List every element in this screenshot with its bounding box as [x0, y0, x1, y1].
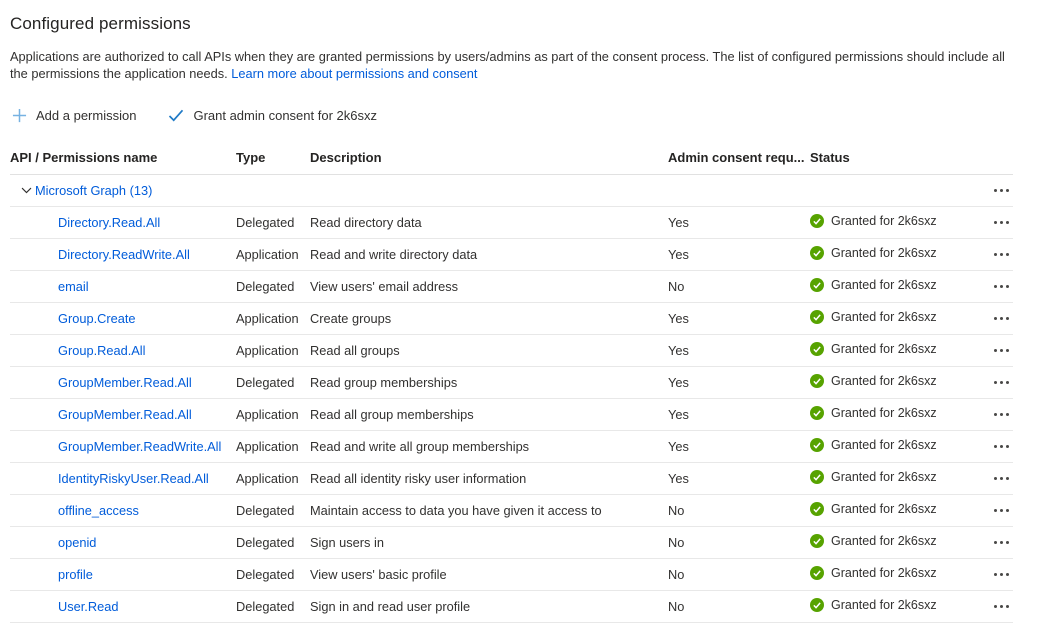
permission-description: Read directory data: [310, 215, 422, 230]
permission-name-link[interactable]: GroupMember.Read.All: [58, 375, 192, 390]
permission-type: Delegated: [236, 535, 295, 550]
row-menu-button[interactable]: [992, 247, 1011, 262]
status-label: Granted for 2k6sxz: [831, 502, 937, 516]
grant-admin-consent-label: Grant admin consent for 2k6sxz: [193, 108, 377, 123]
row-menu-button[interactable]: [992, 343, 1011, 358]
permissions-description: [10, 48, 1010, 82]
permission-type: Application: [236, 247, 299, 262]
granted-check-icon: [810, 534, 824, 548]
row-menu-button[interactable]: [992, 535, 1011, 550]
menu-cell: [985, 279, 1013, 294]
admin-consent-required: No: [668, 535, 685, 550]
add-permission-label: Add a permission: [36, 108, 137, 123]
permission-name-link[interactable]: profile: [58, 567, 93, 582]
status-cell: [810, 502, 985, 519]
permission-row: [10, 463, 1013, 495]
permission-type: Delegated: [236, 375, 295, 390]
microsoft-graph-link[interactable]: Microsoft Graph (13): [35, 183, 153, 198]
granted-check-icon: [810, 278, 824, 292]
permissions-table: [10, 141, 1013, 623]
menu-cell: [985, 215, 1013, 230]
granted-check-icon: [810, 438, 824, 452]
status-badge: [810, 406, 937, 420]
menu-cell: [985, 311, 1013, 326]
page-title: Configured permissions: [10, 14, 191, 33]
status-cell: [810, 278, 985, 295]
chevron-down-icon[interactable]: [20, 184, 33, 197]
permission-row: [10, 207, 1013, 239]
granted-check-icon: [810, 598, 824, 612]
permission-row: [10, 303, 1013, 335]
description-text: Applications are authorized to call APIs when they are granted permissions by users/admins as part of the consent process. The list of configured permissions should include all the permissions the application needs.: [10, 49, 1005, 81]
status-cell: [810, 566, 985, 583]
plus-icon: [12, 108, 27, 123]
status-badge: [810, 534, 937, 548]
permission-type: Application: [236, 343, 299, 358]
menu-cell: [985, 503, 1013, 518]
granted-check-icon: [810, 246, 824, 260]
status-badge: [810, 566, 937, 580]
row-menu-button[interactable]: [992, 311, 1011, 326]
admin-consent-required: No: [668, 599, 685, 614]
status-badge: [810, 374, 937, 388]
status-label: Granted for 2k6sxz: [831, 278, 937, 292]
status-cell: [810, 310, 985, 327]
row-menu-button[interactable]: [992, 279, 1011, 294]
permission-name-cell: [10, 311, 236, 326]
admin-consent-required: No: [668, 567, 685, 582]
permission-type: Application: [236, 311, 299, 326]
permission-name-cell: [10, 599, 236, 614]
permission-name-link[interactable]: GroupMember.Read.All: [58, 407, 192, 422]
granted-check-icon: [810, 374, 824, 388]
permission-type: Application: [236, 407, 299, 422]
permission-row: [10, 239, 1013, 271]
admin-consent-required: Yes: [668, 247, 689, 262]
status-label: Granted for 2k6sxz: [831, 342, 937, 356]
header-admin-consent-required: Admin consent requ...: [668, 150, 805, 165]
status-label: Granted for 2k6sxz: [831, 566, 937, 580]
permission-rows: [10, 207, 1013, 623]
permission-name-link[interactable]: email: [58, 279, 89, 294]
row-menu-button[interactable]: [992, 471, 1011, 486]
status-label: Granted for 2k6sxz: [831, 438, 937, 452]
permission-description: View users' email address: [310, 279, 459, 294]
admin-consent-required: No: [668, 279, 685, 294]
permission-name-link[interactable]: GroupMember.ReadWrite.All: [58, 439, 222, 454]
status-badge: [810, 342, 937, 356]
header-type: Type: [236, 150, 266, 165]
status-label: Granted for 2k6sxz: [831, 246, 937, 260]
permission-type: Delegated: [236, 503, 295, 518]
permission-description: Read all identity risky user information: [310, 471, 527, 486]
permission-name-link[interactable]: User.Read: [58, 599, 119, 614]
header-description: Description: [310, 150, 382, 165]
permission-description: Read and write directory data: [310, 247, 478, 262]
menu-cell: [985, 439, 1013, 454]
permission-type: Delegated: [236, 567, 295, 582]
permission-name-cell: [10, 471, 236, 486]
permission-row: [10, 367, 1013, 399]
permission-row: [10, 527, 1013, 559]
status-cell: [810, 406, 985, 423]
group-menu-cell: [985, 183, 1013, 198]
status-cell: [810, 342, 985, 359]
admin-consent-required: Yes: [668, 407, 689, 422]
permission-row: [10, 495, 1013, 527]
menu-cell: [985, 343, 1013, 358]
status-badge: [810, 310, 937, 324]
learn-more-link[interactable]: Learn more about permissions and consent: [231, 66, 478, 81]
status-cell: [810, 374, 985, 391]
menu-cell: [985, 375, 1013, 390]
permission-name-cell: [10, 567, 236, 582]
row-menu-button[interactable]: [992, 567, 1011, 582]
status-badge: [810, 598, 937, 612]
permission-name-cell: [10, 215, 236, 230]
admin-consent-required: Yes: [668, 215, 689, 230]
permission-type: Application: [236, 471, 299, 486]
permission-description: Read group memberships: [310, 375, 458, 390]
granted-check-icon: [810, 502, 824, 516]
status-label: Granted for 2k6sxz: [831, 374, 937, 388]
status-cell: [810, 534, 985, 551]
granted-check-icon: [810, 406, 824, 420]
menu-cell: [985, 567, 1013, 582]
permission-description: Sign in and read user profile: [310, 599, 471, 614]
permission-name-link[interactable]: Group.Read.All: [58, 343, 146, 358]
permission-description: Create groups: [310, 311, 392, 326]
check-icon: [168, 109, 184, 122]
permission-type: Delegated: [236, 279, 295, 294]
table-header-row: [10, 141, 1013, 175]
status-badge: [810, 278, 937, 292]
status-badge: [810, 214, 937, 228]
permission-row: [10, 591, 1013, 623]
status-cell: [810, 438, 985, 455]
menu-cell: [985, 471, 1013, 486]
header-api-permissions-name: API / Permissions name: [10, 150, 158, 165]
permission-description: View users' basic profile: [310, 567, 447, 582]
header-status: Status: [810, 150, 850, 165]
row-menu-button[interactable]: [992, 503, 1011, 518]
permission-name-cell: [10, 535, 236, 550]
permission-name-link[interactable]: offline_access: [58, 503, 139, 518]
status-label: Granted for 2k6sxz: [831, 534, 937, 548]
row-menu-button[interactable]: [992, 407, 1011, 422]
menu-cell: [985, 247, 1013, 262]
admin-consent-required: Yes: [668, 311, 689, 326]
status-cell: [810, 214, 985, 231]
status-badge: [810, 502, 937, 516]
admin-consent-required: Yes: [668, 471, 689, 486]
granted-check-icon: [810, 470, 824, 484]
permission-name-link[interactable]: Directory.ReadWrite.All: [58, 247, 190, 262]
permission-description: Read all group memberships: [310, 407, 474, 422]
permission-name-link[interactable]: openid: [58, 535, 97, 550]
permission-description: Read all groups: [310, 343, 400, 358]
permission-name-cell: [10, 503, 236, 518]
permission-name-link[interactable]: Directory.Read.All: [58, 215, 161, 230]
permission-row: [10, 559, 1013, 591]
permission-type: Delegated: [236, 215, 295, 230]
permission-name-cell: [10, 407, 236, 422]
granted-check-icon: [810, 310, 824, 324]
permission-row: [10, 399, 1013, 431]
grant-admin-consent-button[interactable]: [166, 104, 379, 127]
granted-check-icon: [810, 566, 824, 580]
permission-name-link[interactable]: Group.Create: [58, 311, 136, 326]
permission-row: [10, 431, 1013, 463]
api-group-row: [10, 175, 1013, 207]
permission-name-link[interactable]: IdentityRiskyUser.Read.All: [58, 471, 209, 486]
status-label: Granted for 2k6sxz: [831, 214, 937, 228]
permission-name-cell: [10, 375, 236, 390]
admin-consent-required: Yes: [668, 375, 689, 390]
status-cell: [810, 246, 985, 263]
permission-description: Maintain access to data you have given it access to: [310, 503, 602, 518]
row-menu-button[interactable]: [992, 215, 1011, 230]
permission-description: Sign users in: [310, 535, 384, 550]
add-permission-button[interactable]: [10, 104, 138, 127]
status-badge: [810, 470, 937, 484]
menu-cell: [985, 535, 1013, 550]
permission-name-cell: [10, 247, 236, 262]
command-bar: [10, 104, 1043, 127]
status-badge: [810, 246, 937, 260]
status-label: Granted for 2k6sxz: [831, 470, 937, 484]
permission-name-cell: [10, 439, 236, 454]
permission-row: [10, 335, 1013, 367]
permission-name-cell: [10, 279, 236, 294]
admin-consent-required: Yes: [668, 439, 689, 454]
menu-cell: [985, 599, 1013, 614]
permission-name-cell: [10, 343, 236, 358]
row-menu-button[interactable]: [992, 599, 1011, 614]
permission-type: Delegated: [236, 599, 295, 614]
granted-check-icon: [810, 342, 824, 356]
permission-description: Read and write all group memberships: [310, 439, 530, 454]
granted-check-icon: [810, 214, 824, 228]
status-label: Granted for 2k6sxz: [831, 310, 937, 324]
status-badge: [810, 438, 937, 452]
row-menu-button[interactable]: [992, 375, 1011, 390]
menu-cell: [985, 407, 1013, 422]
status-cell: [810, 470, 985, 487]
status-label: Granted for 2k6sxz: [831, 406, 937, 420]
permission-row: [10, 271, 1013, 303]
status-cell: [810, 598, 985, 615]
admin-consent-required: Yes: [668, 343, 689, 358]
permission-type: Application: [236, 439, 299, 454]
row-menu-button[interactable]: [992, 183, 1011, 198]
status-label: Granted for 2k6sxz: [831, 598, 937, 612]
admin-consent-required: No: [668, 503, 685, 518]
row-menu-button[interactable]: [992, 439, 1011, 454]
